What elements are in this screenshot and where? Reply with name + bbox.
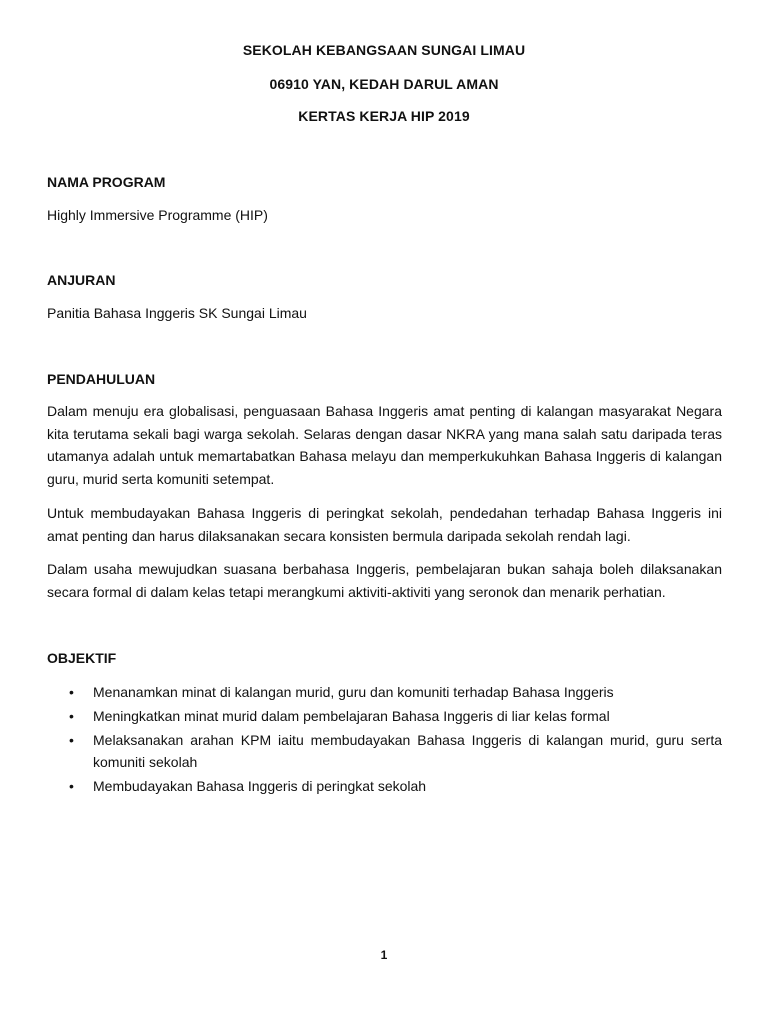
document-title: KERTAS KERJA HIP 2019 [298,108,470,124]
list-item [47,729,722,773]
objective-text: Menanamkan minat di kalangan murid, guru dan komuniti terhadap Bahasa Inggeris [93,684,614,700]
intro-paragraph-3: Dalam usaha mewujudkan suasana berbahasa Inggeris, pembelajaran bukan sahaja boleh dilaksanakan secara formal di dalam kelas tetapi merangkumi aktiviti-aktiviti yang seronok dan menarik perhatian. [47,561,722,600]
intro-paragraph-2: Untuk membudayakan Bahasa Inggeris di peringkat sekolah, pendedahan terhadap Bahasa Inggeris ini amat penting dan harus dilaksanakan secara konsisten bermula daripada sekolah rendah lagi. [47,505,722,544]
program-heading: NAMA PROGRAM [47,174,166,190]
objectives-heading: OBJEKTIF [47,650,117,666]
bullet-icon: • [69,708,74,724]
school-name: SEKOLAH KEBANGSAAN SUNGAI LIMAU [242,42,526,58]
intro-heading: PENDAHULUAN [47,371,156,387]
bullet-icon: • [69,684,74,700]
objective-text: Membudayakan Bahasa Inggeris di peringkat sekolah [93,778,427,794]
objective-text: Melaksanakan arahan KPM iaitu membudayakan Bahasa Inggeris di kalangan murid, guru serta komuniti sekolah [93,732,722,770]
objective-text: Meningkatkan minat murid dalam pembelajaran Bahasa Inggeris di liar kelas formal [93,708,610,724]
page-number: 1 [380,948,388,962]
list-item [47,705,722,727]
list-item [47,775,722,797]
organizer-name: Panitia Bahasa Inggeris SK Sungai Limau [47,305,307,321]
bullet-icon: • [69,732,74,748]
school-address: 06910 YAN, KEDAH DARUL AMAN [269,76,499,92]
program-name: Highly Immersive Programme (HIP) [47,207,268,223]
bullet-icon: • [69,778,74,794]
organizer-heading: ANJURAN [47,272,116,288]
list-item [47,681,722,703]
intro-paragraph-1: Dalam menuju era globalisasi, penguasaan Bahasa Inggeris amat penting di kalangan masyarakat Negara kita terutama sekali bagi warga sekolah. Selaras dengan dasar NKRA yang mana salah satu daripada teras utamanya adalah untuk memartabatkan Bahasa melayu dan memperkukuhkan Bahasa Inggeris di kalangan guru, murid serta komuniti setempat. [47,403,722,488]
objectives-list [47,681,722,799]
